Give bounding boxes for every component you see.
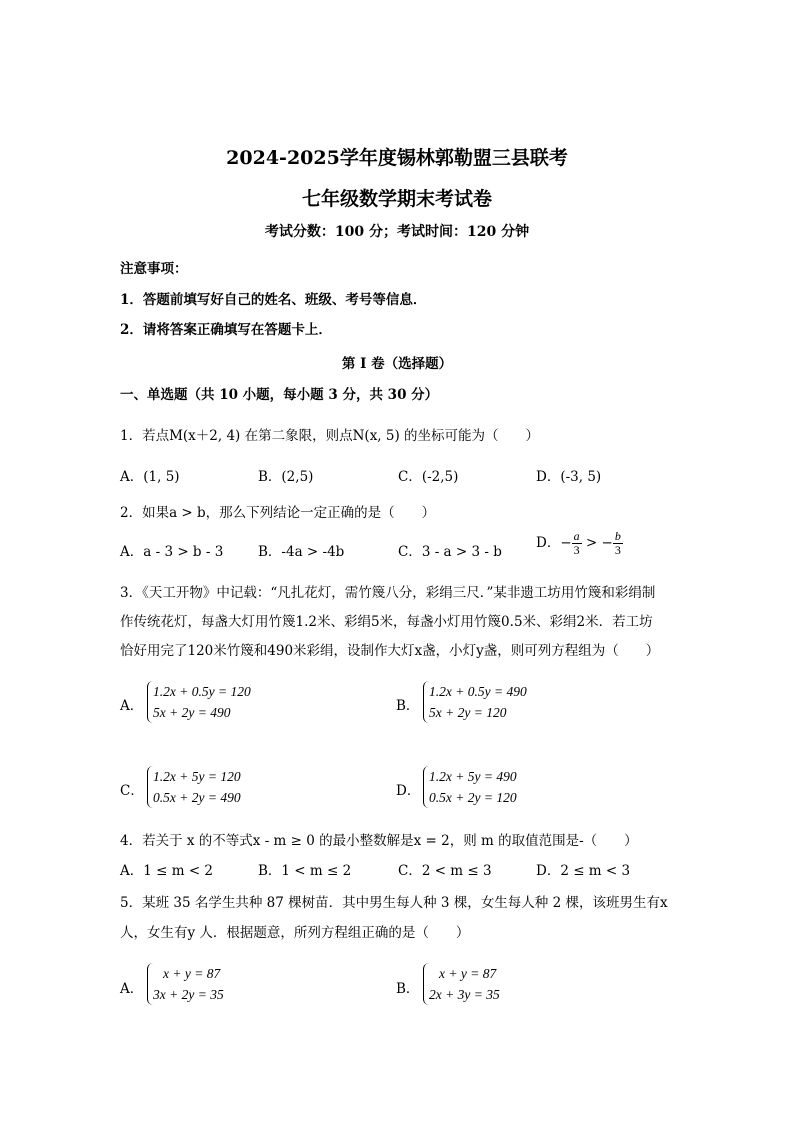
q2-option-c: C．3 - a > 3 - b (398, 544, 502, 560)
equation: x + y = 87 (163, 966, 221, 981)
q3-option-c-system (147, 766, 241, 808)
q1-option-a: A．(1, 5) (120, 469, 180, 485)
equation: 1.2x + 0.5y = 120 (153, 684, 251, 699)
equation: x + y = 87 (439, 966, 497, 981)
note-item: 1．答题前填写好自己的姓名、班级、考号等信息． (120, 292, 427, 308)
question-3-line: 3．《天工开物》中记载：“凡扎花灯，需竹篾八分，彩绢三尺．”某非遗工坊用竹篾和彩绢制 (120, 585, 656, 601)
q5-option-a-system (147, 963, 224, 1005)
question-3-line: 恰好用完了120米竹篾和490米彩绢，设制作大灯x盏，小灯y盏，则可列方程组为（ ） (120, 643, 660, 659)
equation: 1.2x + 5y = 490 (429, 769, 517, 784)
q3-option-d-label: D． (396, 783, 421, 799)
q2-option-a: A．a - 3 > b - 3 (120, 544, 224, 560)
notes-heading: 注意事项： (120, 261, 188, 277)
q3-option-d-system (423, 766, 517, 808)
q2-option-b: B．-4a > -4b (258, 544, 345, 560)
q5-option-b-system (423, 963, 500, 1005)
question-5-line: 5．某班 35 名学生共种 87 棵树苗．其中男生每人种 3 棵，女生每人种 2 棵，该班男生有x (120, 895, 668, 911)
question-2-stem: 2．如果a > b，那么下列结论一定正确的是（ ） (120, 505, 436, 521)
q1-option-c: C．(-2,5) (398, 469, 459, 485)
q5-option-b-label: B． (396, 981, 420, 997)
volume-heading: 第 I 卷（选择题） (341, 356, 453, 372)
question-1-stem: 1．若点M(x＋2, 4) 在第二象限，则点N(x, 5) 的坐标可能为（ ） (120, 428, 540, 444)
q3-option-a-label: A． (120, 698, 144, 714)
q3-option-a-system (147, 681, 251, 723)
q3-option-b-label: B． (396, 698, 420, 714)
equation: 5x + 2y = 120 (429, 705, 507, 720)
exam-subtitle: 七年级数学期末考试卷 (301, 188, 492, 210)
equation: 1.2x + 5y = 120 (153, 769, 241, 784)
q1-option-d: D．(-3, 5) (536, 469, 602, 485)
q2-option-d: D．− $\frac{a}{3}$ > − $\frac{b}{3}$ (536, 529, 621, 557)
q4-option-a: A．1 ≤ m < 2 (120, 863, 214, 879)
section-heading: 一、单选题（共 10 小题，每小题 3 分，共 30 分） (120, 387, 439, 403)
q3-option-c-label: C． (120, 783, 144, 799)
question-3-line: 作传统花灯，每盏大灯用竹篾1.2米、彩绢5米，每盏小灯用竹篾0.5米、彩绢2米．若工坊 (120, 614, 653, 630)
q4-option-b: B．1 < m ≤ 2 (258, 863, 352, 879)
fraction: $\frac{a}{3}$ (573, 529, 580, 557)
question-5-line: 人，女生有y 人．根据题意，所列方程组正确的是（ ） (120, 925, 470, 941)
q1-option-b: B．(2,5) (258, 469, 314, 485)
exam-info: 考试分数：100 分；考试时间：120 分钟 (264, 224, 530, 240)
q3-option-b-system (423, 681, 527, 723)
exam-title: 2024-2025学年度锡林郭勒盟三县联考 (226, 147, 568, 169)
equation: 3x + 2y = 35 (153, 987, 224, 1002)
equation: 0.5x + 2y = 120 (429, 790, 517, 805)
equation: 2x + 3y = 35 (429, 987, 500, 1002)
equation: 0.5x + 2y = 490 (153, 790, 241, 805)
equation: 1.2x + 0.5y = 490 (429, 684, 527, 699)
q5-option-a-label: A． (120, 981, 144, 997)
q4-option-d: D．2 ≤ m < 3 (536, 863, 631, 879)
equation: 5x + 2y = 490 (153, 705, 231, 720)
fraction: $\frac{b}{3}$ (614, 529, 621, 557)
note-item: 2．请将答案正确填写在答题卡上． (120, 322, 332, 338)
q2-option-d-label: D． (536, 535, 561, 551)
q4-option-c: C．2 < m ≤ 3 (398, 863, 492, 879)
question-4-stem: 4．若关于 x 的不等式x - m ≥ 0 的最小整数解是x = 2，则 m 的取值范围是-（ ） (120, 833, 638, 849)
